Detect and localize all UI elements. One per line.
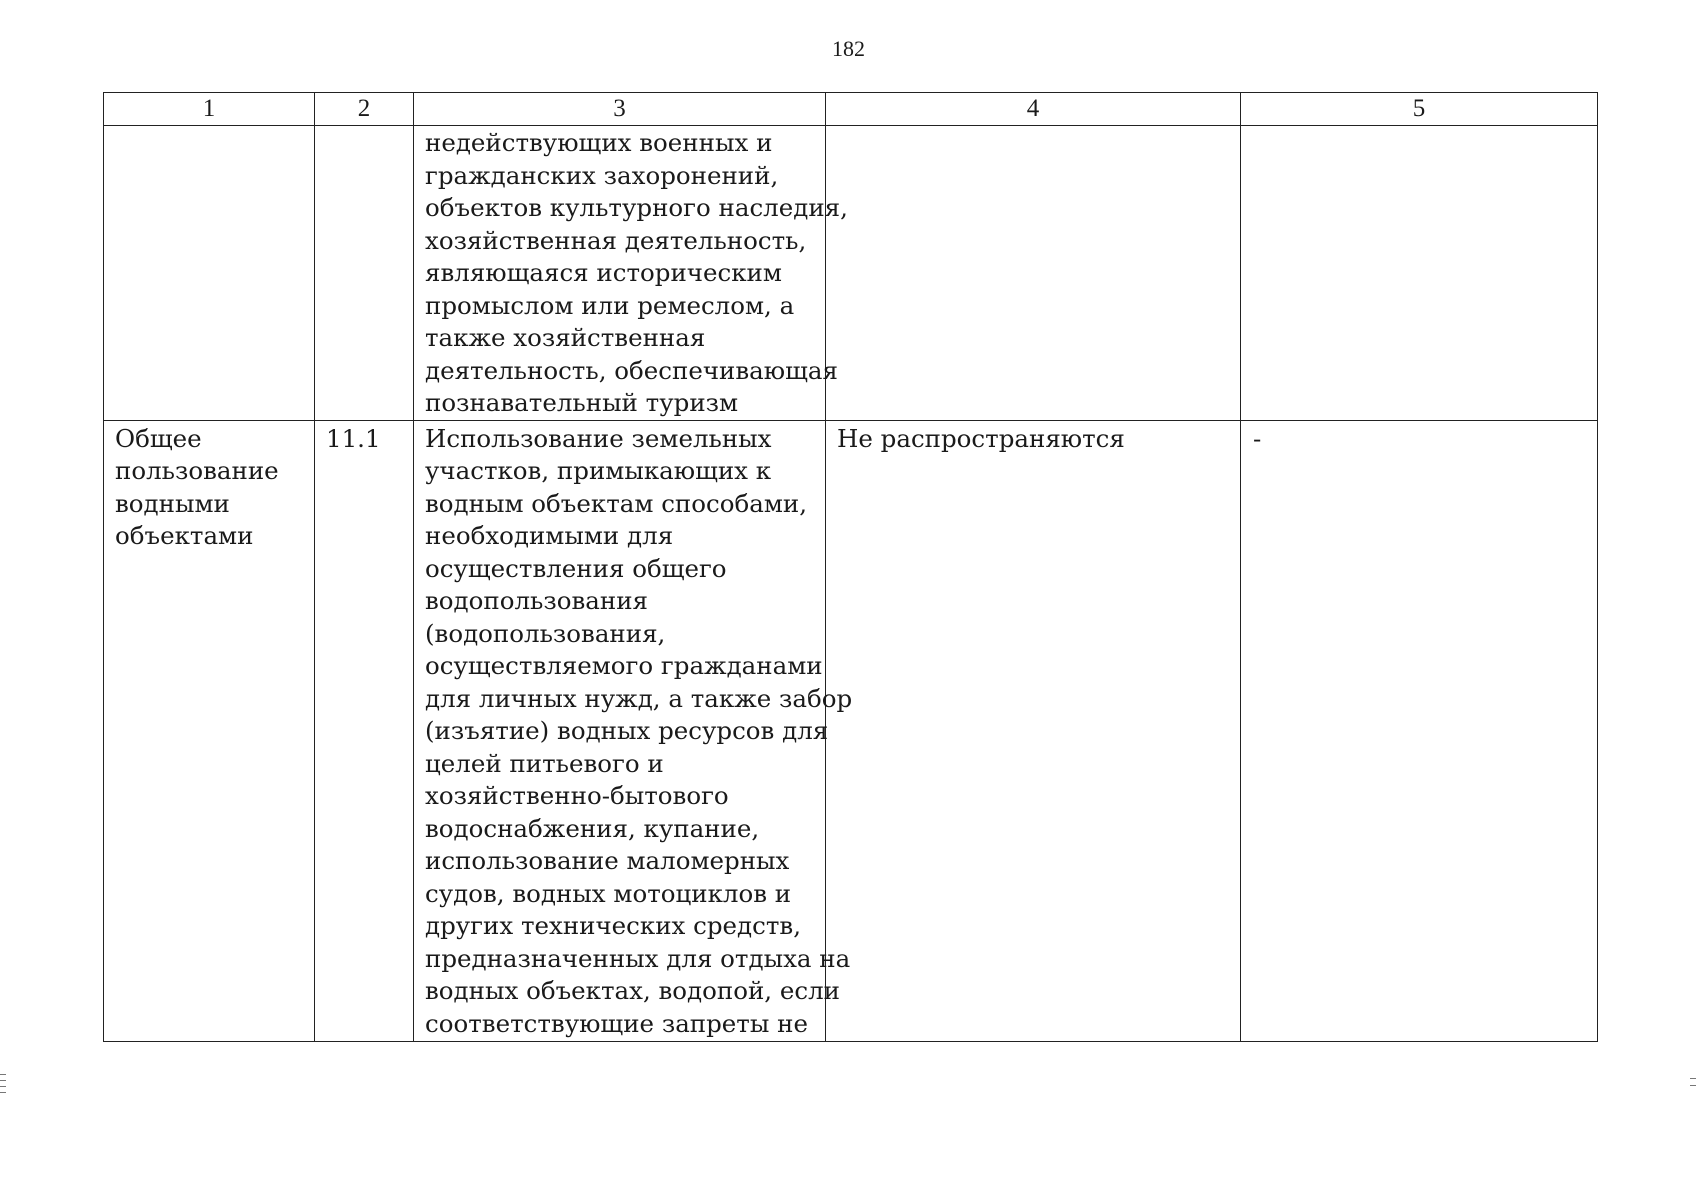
table-cell-code (315, 126, 414, 421)
table-cell-type (104, 420, 315, 1041)
text-line: гражданских захоронений, (425, 160, 779, 190)
description-text (414, 126, 848, 420)
table-cell-notes (1241, 420, 1598, 1041)
scan-margin-mark (0, 1074, 6, 1075)
text-line: (изъятие) водных ресурсов для (425, 716, 829, 745)
text-line: познавательный туризм (425, 388, 739, 417)
text-line: объектов культурного наследия, (425, 193, 848, 222)
text-line: целей питьевого и (425, 748, 664, 778)
table-cell-description (414, 420, 853, 1041)
text-line: объектами (115, 521, 254, 550)
scan-margin-mark (0, 1086, 6, 1087)
text-line: хозяйственно-бытового (425, 781, 729, 810)
notes-text: - (1253, 423, 1262, 453)
table-row (104, 126, 1598, 421)
text-line: пользование (115, 456, 279, 485)
regulation-table (103, 92, 1598, 1042)
text-line: водными (115, 488, 230, 518)
text-line: предназначенных для отдыха на (425, 943, 851, 973)
type-text (104, 421, 314, 553)
table-row (104, 420, 1598, 1041)
restrictions-text: Не распространяются (837, 423, 1125, 453)
text-line: являющаяся историческим (425, 258, 782, 287)
text-line: осуществляемого гражданами (425, 651, 823, 680)
table-cell-code (315, 420, 414, 1041)
table-cell-restrictions (826, 420, 1241, 1041)
column-header-2: 2 (315, 93, 414, 126)
table-cell-type (104, 126, 315, 421)
text-line: соответствующие запреты не (425, 1008, 808, 1038)
table-cell-restrictions (826, 126, 1241, 421)
scan-margin-mark (1690, 1085, 1696, 1086)
text-line: Использование земельных (425, 423, 772, 453)
text-line: других технических средств, (425, 911, 801, 940)
text-line: деятельность, обеспечивающая (425, 355, 838, 385)
column-header-3: 3 (414, 93, 826, 126)
scan-margin-mark (0, 1092, 6, 1093)
text-line: использование маломерных (425, 846, 790, 875)
text-line: также хозяйственная (425, 323, 706, 352)
column-header-1: 1 (104, 93, 315, 126)
scan-margin-mark (0, 1080, 6, 1081)
text-line: для личных нужд, а также забор (425, 683, 853, 713)
text-line: водопользования (425, 586, 648, 615)
description-text (414, 421, 853, 1041)
table-cell-notes (1241, 126, 1598, 421)
code-text: 11.1 (326, 423, 381, 453)
column-header-5: 5 (1241, 93, 1598, 126)
text-line: недействующих военных и (425, 128, 773, 157)
text-line: водных объектах, водопой, если (425, 976, 840, 1005)
text-line: Общее (115, 423, 202, 453)
text-line: промыслом или ремеслом, а (425, 290, 795, 320)
text-line: (водопользования, (425, 618, 666, 648)
text-line: осуществления общего (425, 553, 727, 583)
column-header-4: 4 (826, 93, 1241, 126)
text-line: хозяйственная деятельность, (425, 225, 807, 255)
text-line: водным объектам способами, (425, 488, 808, 518)
text-line: участков, примыкающих к (425, 456, 772, 485)
page-number: 182 (832, 36, 865, 61)
scan-margin-mark (1690, 1078, 1696, 1079)
text-line: судов, водных мотоциклов и (425, 878, 792, 908)
text-line: водоснабжения, купание, (425, 813, 760, 843)
table-header-row (104, 93, 1598, 126)
text-line: необходимыми для (425, 521, 674, 550)
table-cell-description (414, 126, 848, 421)
